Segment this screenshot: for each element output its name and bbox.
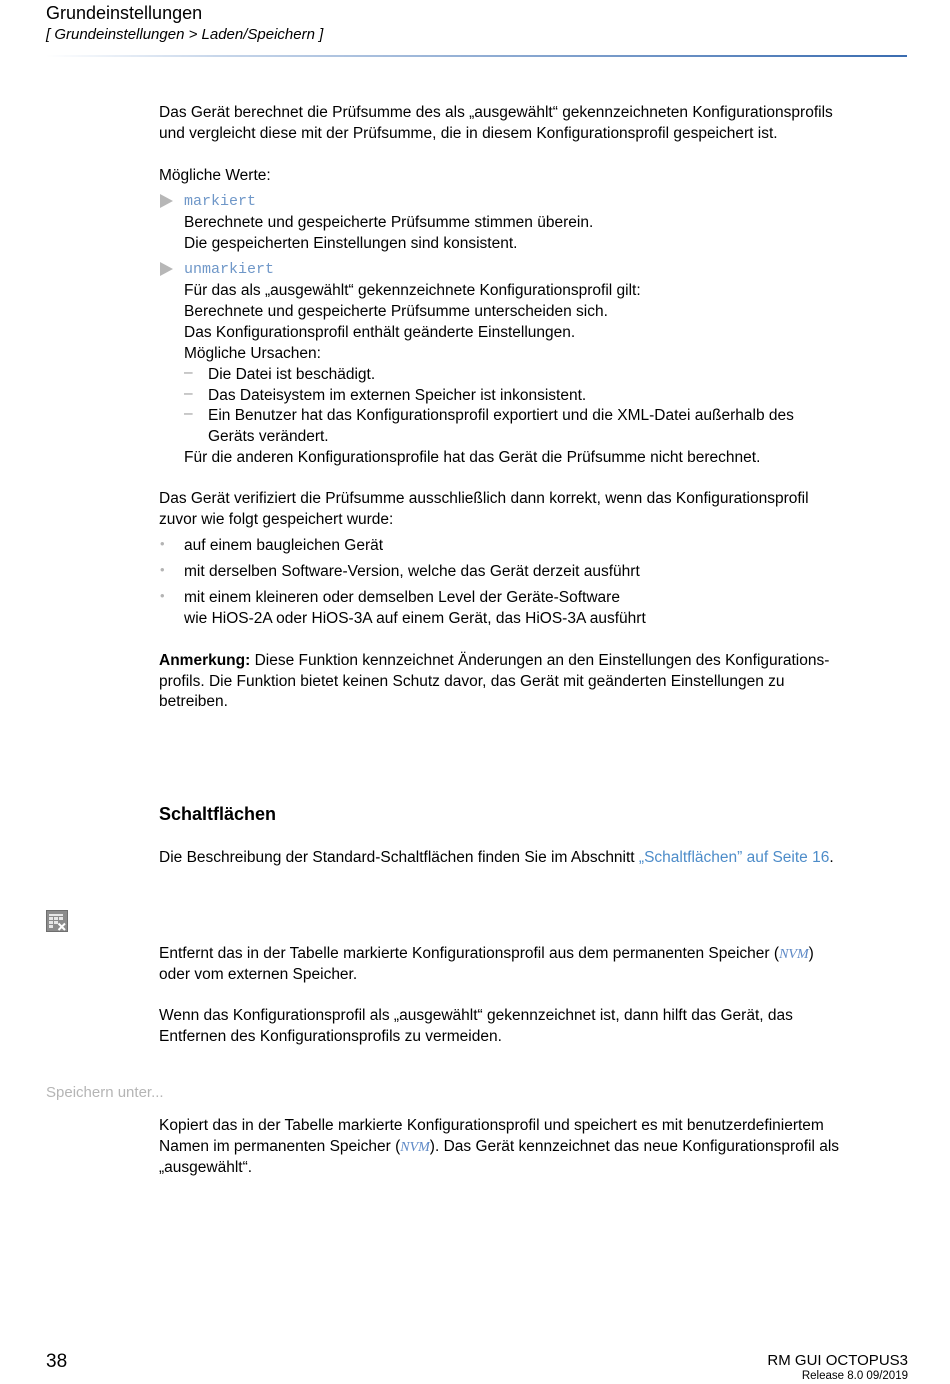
save-as-desc-line-3: „ausgewählt“.	[159, 1159, 253, 1176]
verify-bullet: mit einem kleineren oder demselben Level der Geräte-Software	[184, 589, 620, 606]
footer-release: Release 8.0 09/2019	[801, 1370, 908, 1382]
note-line-3: betreiben.	[159, 693, 228, 710]
buttons-section-link[interactable]: „Schaltflächen” auf Seite 16	[638, 849, 830, 866]
cause-item: Ein Benutzer hat das Konfigurationsprofil exportiert und die XML-Datei außerhalb des	[208, 407, 794, 424]
note-text: Diese Funktion kennzeichnet Änderungen an den Einstellungen des Konfigurations-	[250, 652, 830, 669]
nvm-abbreviation: NVM	[779, 947, 809, 962]
note-line-1	[159, 650, 829, 671]
cause-item: Die Datei ist beschädigt.	[208, 366, 376, 383]
value-desc-line: Mögliche Ursachen:	[184, 345, 321, 362]
remove-desc-line-2: oder vom externen Speicher.	[159, 966, 358, 983]
triangle-bullet-icon	[160, 194, 173, 208]
dash-bullet-icon: –	[184, 405, 193, 422]
save-as-button-label[interactable]: Speichern unter...	[46, 1084, 164, 1101]
section-heading-buttons: Schaltflächen	[159, 804, 277, 824]
note-label: Anmerkung:	[159, 652, 251, 669]
dash-bullet-icon: –	[184, 385, 193, 402]
remove-desc-line-1	[159, 943, 814, 965]
value-desc-line: Berechnete und gespeicherte Prüfsumme unterscheiden sich.	[184, 303, 608, 320]
verify-bullet: auf einem baugleichen Gerät	[184, 537, 384, 554]
remove-desc-text: )	[808, 945, 814, 962]
buttons-description-text: Die Beschreibung der Standard-Schaltflächen finden Sie im Abschnitt	[159, 849, 639, 866]
dot-bullet-icon: •	[160, 562, 165, 577]
verify-line-1: Das Gerät verifiziert die Prüfsumme ausschließlich dann korrekt, wenn das Konfigurationsprofil	[159, 490, 809, 507]
nvm-abbreviation: NVM	[400, 1140, 430, 1155]
delete-table-icon[interactable]	[46, 910, 68, 932]
note-line-2: profils. Die Funktion bietet keinen Schutz davor, das Gerät mit geänderten Einstellungen zu	[159, 673, 785, 690]
value-closing-line: Für die anderen Konfigurationsprofile hat das Gerät die Prüfsumme nicht berechnet.	[184, 449, 761, 466]
buttons-description	[159, 847, 834, 868]
page-header-title: Grundeinstellungen	[46, 3, 203, 23]
save-as-desc-text: ). Das Gerät kennzeichnet das neue Konfigurationsprofil als	[429, 1138, 840, 1155]
dot-bullet-icon: •	[160, 588, 165, 603]
verify-bullet-continued: wie HiOS-2A oder HiOS-3A auf einem Gerät, das HiOS-3A ausführt	[184, 610, 646, 627]
value-desc-line: Berechnete und gespeicherte Prüfsumme stimmen überein.	[184, 214, 594, 231]
verify-bullet: mit derselben Software-Version, welche das Gerät derzeit ausführt	[184, 563, 640, 580]
value-desc-line: Das Konfigurationsprofil enthält geänderte Einstellungen.	[184, 324, 576, 341]
triangle-bullet-icon	[160, 262, 173, 276]
value-desc-line: Die gespeicherten Einstellungen sind konsistent.	[184, 235, 518, 252]
save-as-desc-text: Namen im permanenten Speicher (	[159, 1138, 401, 1155]
buttons-description-end: .	[829, 849, 834, 866]
value-name-markiert: markiert	[184, 193, 257, 210]
save-as-desc-line-2	[159, 1136, 839, 1158]
intro-line-2: und vergleicht diese mit der Prüfsumme, die in diesem Konfigurationsprofil gespeichert ist.	[159, 125, 778, 142]
dash-bullet-icon: –	[184, 364, 193, 381]
page-number: 38	[46, 1351, 68, 1372]
header-rule	[46, 55, 907, 57]
dot-bullet-icon: •	[160, 536, 165, 551]
breadcrumb: [ Grundeinstellungen > Laden/Speichern ]	[46, 26, 324, 43]
intro-line-1: Das Gerät berechnet die Prüfsumme des als „ausgewählt“ gekennzeichneten Konfigurationsprofils	[159, 104, 833, 121]
value-desc-line: Für das als „ausgewählt“ gekennzeichnete Konfigurationsprofil gilt:	[184, 282, 641, 299]
verify-line-2: zuvor wie folgt gespeichert wurde:	[159, 511, 394, 528]
remove-desc-text: Entfernt das in der Tabelle markierte Konfigurationsprofil aus dem permanenten Speicher (	[159, 945, 780, 962]
cause-item: Das Dateisystem im externen Speicher ist inkonsistent.	[208, 387, 587, 404]
remove-desc-line-4: Entfernen des Konfigurationsprofils zu vermeiden.	[159, 1028, 502, 1045]
save-as-desc-line-1: Kopiert das in der Tabelle markierte Konfigurationsprofil und speichert es mit benutzerdefiniertem	[159, 1117, 824, 1134]
possible-values-heading: Mögliche Werte:	[159, 167, 271, 184]
remove-desc-line-3: Wenn das Konfigurationsprofil als „ausgewählt“ gekennzeichnet ist, dann hilft das Gerät, das	[159, 1007, 793, 1024]
footer-document-name: RM GUI OCTOPUS3	[767, 1352, 908, 1369]
cause-item-continued: Geräts verändert.	[208, 428, 329, 445]
value-name-unmarkiert: unmarkiert	[184, 261, 275, 278]
